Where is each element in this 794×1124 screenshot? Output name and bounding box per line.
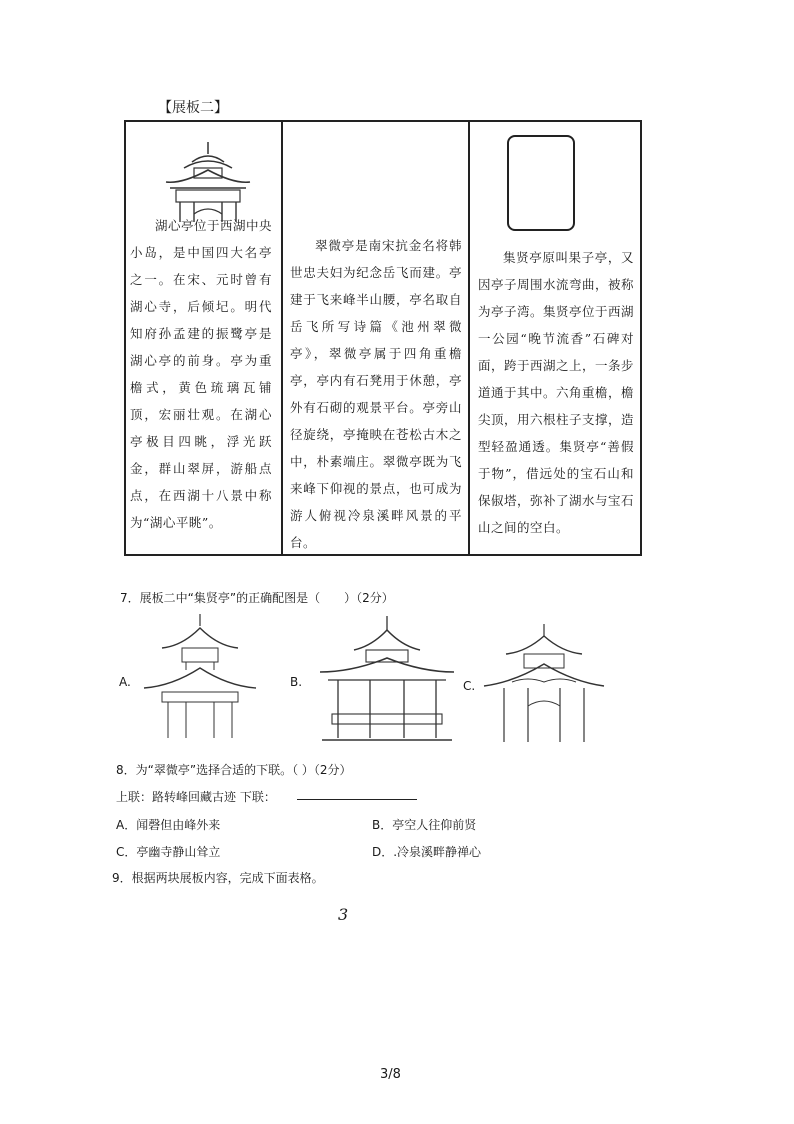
option-b-text[interactable]: B．亭空人往仰前贤	[372, 818, 477, 832]
option-c-pavilion-icon[interactable]	[482, 622, 606, 746]
page-number: 3/8	[380, 1067, 401, 1082]
column-divider	[468, 120, 470, 556]
option-c-label[interactable]: C.	[463, 679, 476, 693]
option-a-label[interactable]: A.	[119, 675, 131, 689]
column-cuiwei-text: 翠微亭是南宋抗金名将韩世忠夫妇为纪念岳飞而建。亭建于飞来峰半山腰，亭名取自岳飞所写诗篇《池州翠微亭》，翠微亭属于四角重檐亭，亭内有石凳用于休憩，亭外有石砌的观景平台。亭旁山径旋绕，亭掩映在苍松古木之中，朴素端庄。翠微亭既为飞来峰下仰视的景点，也可成为游人俯视冷泉溪畔风景的平台。	[290, 238, 462, 550]
couplet-prompt: 上联：路转峰回藏古迹 下联：	[116, 790, 276, 804]
column-divider	[281, 120, 283, 556]
column-huxin-text: 湖心亭位于西湖中央小岛，是中国四大名亭之一。在宋、元时曾有湖心寺，后倾圮。明代知府孙孟建的振鹭亭是湖心亭的前身。亭为重檐式，黄色琉璃瓦铺顶，宏丽壮观。在湖心亭极目四眺，浮光跃金，群山翠屏，游船点点，在西湖十八景中称为“湖心平眺”。	[130, 218, 273, 530]
panel-title: 【展板二】	[158, 100, 228, 116]
option-b-label[interactable]: B.	[290, 675, 303, 689]
column-jixian-text: 集贤亭原叫果子亭，又因亭子周围水流弯曲，被称为亭子湾。集贤亭位于西湖一公园“晚节流香”石碑对面，跨于西湖之上，一条步道通于其中。六角重檐，檐尖顶，用六根柱子支撑，造型轻盈通透。集贤亭“善假于物”，借远处的宝石山和保俶塔，弥补了湖水与宝石山之间的空白。	[478, 250, 635, 535]
image-placeholder-frame	[507, 135, 575, 231]
question-9: 9．根据两块展板内容，完成下面表格。	[112, 871, 324, 885]
question-8: 8．为“翠微亭”选择合适的下联。（ ）（2分）	[116, 763, 352, 777]
option-c-text[interactable]: C．亭幽寺静山耸立	[116, 845, 221, 859]
answer-blank-line[interactable]	[297, 799, 417, 800]
question-7: 7．展板二中“集贤亭”的正确配图是（ ）（2分）	[120, 591, 394, 605]
handwritten-mark: 3	[338, 905, 349, 924]
option-d-text[interactable]: D．.冷泉溪畔静禅心	[372, 845, 482, 859]
option-a-pavilion-icon[interactable]	[142, 612, 258, 742]
option-a-text[interactable]: A．闻磬但由峰外来	[116, 818, 221, 832]
option-b-pavilion-icon[interactable]	[318, 614, 456, 746]
